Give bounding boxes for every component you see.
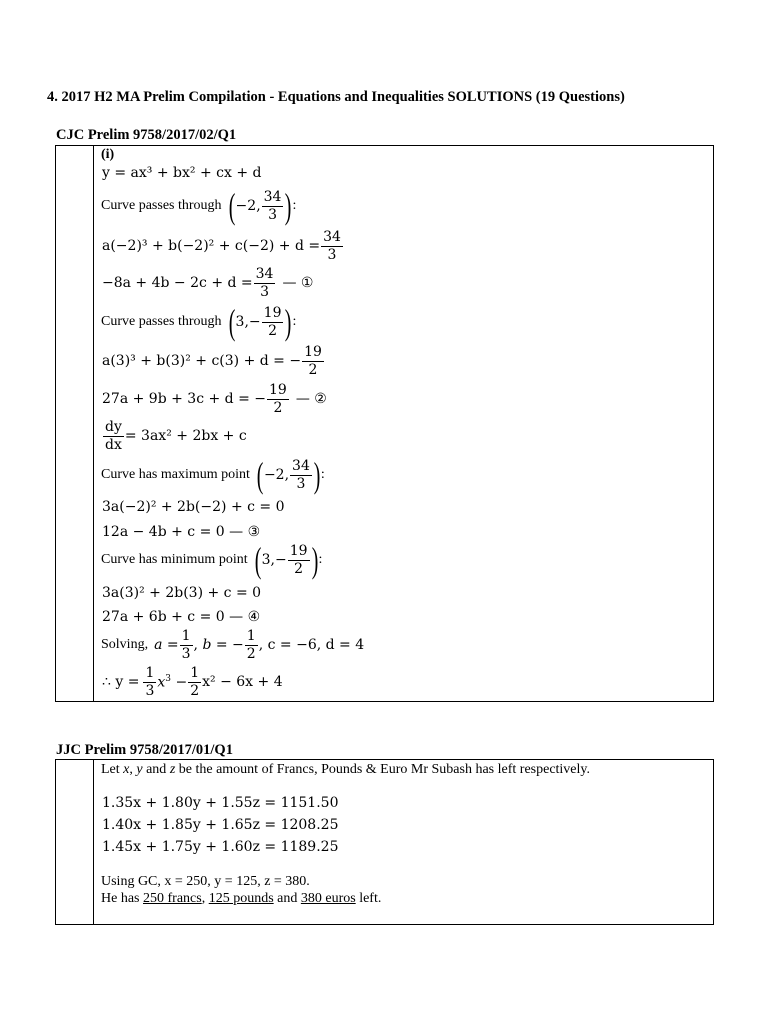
q1-eq1b-tag: — ① — [282, 275, 314, 291]
q2-intro-part: and — [142, 762, 170, 777]
q1-eq2b — [102, 382, 327, 416]
q2-answer-part: He has — [101, 891, 143, 906]
q1-eq2a — [102, 344, 325, 378]
q1-max-point: Curve has maximum point ( −2 , $\frac{34}{3}$ ) : — [101, 455, 325, 495]
q1-derivative — [102, 419, 247, 453]
q2-answer-part: , — [201, 891, 209, 906]
q1-eq3a: 3a(−2)² + 2b(−2) + c = 0 — [102, 499, 285, 515]
q1-final-answer: ∴ y = $\frac{1}{3}$ $x^3$ − $\frac{1}{2}$ x² − 6x + 4 — [102, 664, 283, 699]
q2-intro-part: , — [129, 762, 137, 777]
q2-intro — [101, 763, 590, 777]
q2-column-divider — [93, 759, 94, 925]
q2-answer-euros: 380 euros — [300, 891, 356, 906]
q1-sol-b-num: 1 — [246, 627, 256, 644]
q1-max-x: −2 — [263, 467, 285, 483]
q1-eq1b-den: 3 — [260, 283, 270, 300]
q1-deriv-num: dy — [105, 418, 122, 435]
q1-eq1a-num: 34 — [323, 228, 341, 245]
q1-solving: Solving, a = $\frac{1}{3}$ , b = − $\frac{1}{2}$ , c = −6, d = 4 — [101, 627, 365, 662]
q1-pass1-y-den: 3 — [268, 206, 278, 223]
q1-eq2a-num: 19 — [304, 343, 322, 360]
q1-eq2a-lhs: a(3)³ + b(3)² + c(3) + d = − — [102, 353, 302, 369]
q1-final-a-den: 3 — [145, 682, 155, 699]
q1-eq1b-num: 34 — [255, 265, 274, 282]
q1-sol-b-den: 2 — [246, 645, 256, 662]
q1-final-prefix: ∴ y = — [102, 674, 140, 690]
q1-heading: CJC Prelim 9758/2017/02/Q1 — [56, 127, 237, 143]
q1-eq2b-lhs: 27a + 9b + 3c + d = − — [102, 391, 266, 407]
q1-eq2b-tag: — ② — [295, 391, 327, 407]
q1-min-y-den: 2 — [294, 560, 304, 577]
q1-eq3b: 12a − 4b + c = 0 — ③ — [102, 524, 261, 540]
q1-pass1-text: Curve passes through — [101, 198, 222, 213]
q1-eq2b-den: 2 — [273, 399, 283, 416]
q1-min-point: Curve has minimum point ( 3 ,− $\frac{19}{2}$ ) : — [101, 540, 323, 580]
q1-max-y-num: 34 — [292, 457, 310, 474]
q2-intro-y: y — [136, 762, 143, 777]
q1-eq1b — [102, 266, 313, 300]
q2-gc-line: Using GC, x = 250, y = 125, z = 380. — [101, 874, 310, 889]
q2-equation-3: 1.45x + 1.75y + 1.60z = 1189.25 — [102, 839, 339, 855]
q1-pass-point-2: Curve passes through ( 3 ,− $\frac{19}{2}$ ) : — [101, 302, 297, 342]
q1-min-text: Curve has minimum point — [101, 552, 248, 567]
q1-eq2b-num: 19 — [269, 381, 287, 398]
q1-pass2-y-den: 2 — [268, 322, 278, 339]
q1-max-text: Curve has maximum point — [101, 467, 250, 482]
q1-final-b-den: 2 — [190, 682, 200, 699]
q1-pass2-y-num: 19 — [263, 304, 282, 321]
q2-answer-part: left. — [355, 891, 382, 906]
page-title: 4. 2017 H2 MA Prelim Compilation - Equations and Inequalities SOLUTIONS (19 Questions) — [47, 89, 625, 105]
q1-general-equation: y = ax³ + bx² + cx + d — [102, 165, 262, 181]
q1-part-label: (i) — [101, 147, 115, 162]
q1-max-y-den: 3 — [296, 475, 306, 492]
q1-eq1a — [102, 229, 344, 263]
q1-eq1a-den: 3 — [327, 246, 337, 263]
q1-sol-rest: , c = −6, d = 4 — [258, 637, 365, 653]
q1-eq1a-lhs: a(−2)³ + b(−2)² + c(−2) + d = — [102, 238, 321, 254]
q2-intro-x: x — [123, 762, 130, 777]
q1-solving-label: Solving, — [101, 637, 149, 652]
q1-sol-a-den: 3 — [181, 645, 191, 662]
q1-deriv-rhs: = 3ax² + 2bx + c — [124, 428, 247, 444]
q2-equation-1: 1.35x + 1.80y + 1.55z = 1151.50 — [102, 795, 339, 811]
q2-intro-part: be the amount of Francs, Pounds & Euro Mr Subash has left respectively. — [175, 762, 591, 777]
q2-equation-2: 1.40x + 1.85y + 1.65z = 1208.25 — [102, 817, 339, 833]
q1-eq1b-lhs: −8a + 4b − 2c + d = — [102, 275, 253, 291]
q2-answer-pounds: 125 pounds — [208, 891, 274, 906]
q1-sol-a-num: 1 — [181, 627, 191, 644]
q1-pass2-x: 3 — [235, 314, 245, 330]
q1-deriv-den: dx — [105, 436, 122, 453]
q1-column-divider — [93, 145, 94, 702]
q1-final-b-num: 1 — [190, 664, 200, 681]
q1-eq2a-den: 2 — [308, 361, 318, 378]
q1-pass-point-1: Curve passes through ( −2 , $\frac{34}{3}$ ) : — [101, 186, 297, 226]
q1-pass1-y-num: 34 — [263, 188, 282, 205]
q2-intro-part: Let — [101, 762, 124, 777]
q2-answer-part: and — [273, 891, 301, 906]
q2-intro-z: z — [169, 762, 176, 777]
q1-eq4b: 27a + 6b + c = 0 — ④ — [102, 609, 261, 625]
q1-min-x: 3 — [261, 552, 271, 568]
q1-final-rest: x² − 6x + 4 — [202, 674, 283, 690]
q1-pass1-x: −2 — [235, 198, 257, 214]
q2-answer — [101, 892, 381, 906]
q2-heading: JJC Prelim 9758/2017/01/Q1 — [56, 742, 233, 758]
q2-answer-francs: 250 francs — [143, 891, 202, 906]
q1-final-a-num: 1 — [145, 664, 155, 681]
q1-min-y-num: 19 — [289, 542, 308, 559]
q1-eq4a: 3a(3)² + 2b(3) + c = 0 — [102, 585, 262, 601]
q1-pass2-text: Curve passes through — [101, 314, 222, 329]
